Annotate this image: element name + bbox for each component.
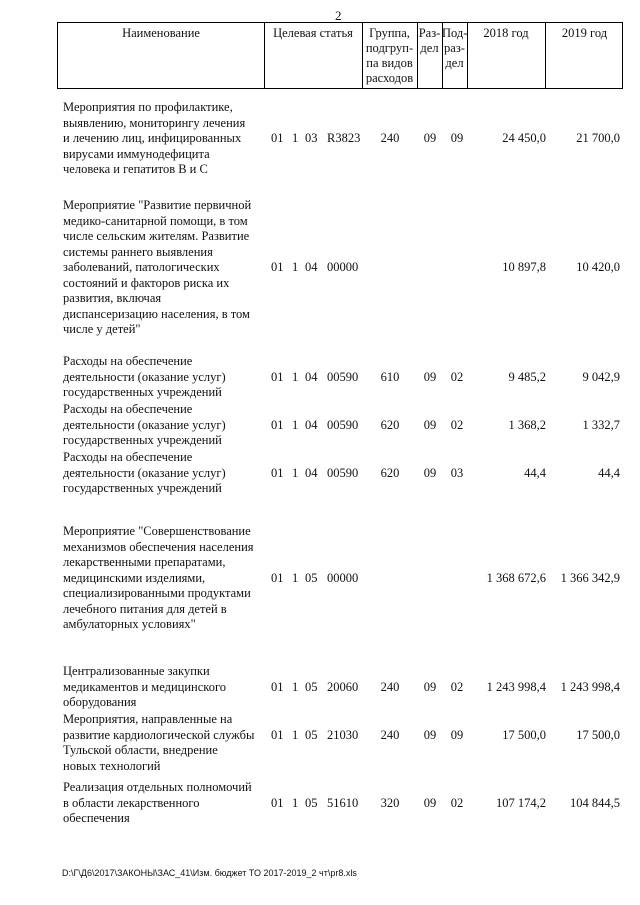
cell-y2019: 1 332,7 (582, 417, 620, 432)
cell-t3: 05 (305, 570, 318, 585)
cell-section: 09 (423, 795, 437, 810)
cell-t2: 1 (292, 260, 299, 274)
cell-group: 320 (380, 795, 400, 810)
header-section: Раз- дел (418, 26, 441, 55)
cell-group: 620 (380, 465, 400, 480)
row-name: Реализация отдельных полномочий в области лекарственного обеспечения (63, 780, 252, 825)
cell-t4: 20060 (327, 679, 359, 694)
page-number: 2 (335, 8, 342, 23)
cell-y2018: 1 368 672,6 (486, 570, 546, 585)
cell-y2018: 10 897,8 (502, 260, 546, 274)
cell-t4: 00000 (327, 260, 359, 274)
cell-t2: 1 (292, 131, 299, 145)
cell-group: 240 (380, 727, 400, 742)
cell-t4: 00590 (327, 465, 359, 480)
cell-group: 610 (380, 369, 400, 384)
cell-subsection: 02 (450, 679, 464, 694)
row-name: Мероприятия, направленные на развитие кардиологической службы Тульской области, внедрение новых технологий (63, 712, 255, 773)
cell-t2: 1 (292, 795, 299, 810)
header-group: Группа, подгруп- па видов расходов (365, 26, 414, 85)
cell-y2019: 21 700,0 (576, 131, 620, 145)
cell-t3: 05 (305, 679, 318, 694)
header-2019: 2019 год (561, 26, 608, 40)
header-name: Наименование (122, 26, 200, 40)
cell-t2: 1 (292, 679, 299, 694)
cell-t4: 00590 (327, 369, 359, 384)
cell-y2019: 104 844,5 (570, 795, 620, 810)
cell-y2019: 17 500,0 (576, 727, 620, 742)
cell-t4: 00590 (327, 417, 359, 432)
cell-subsection: 02 (450, 417, 464, 432)
cell-t2: 1 (292, 369, 299, 384)
table-header (57, 22, 623, 89)
cell-t3: 04 (305, 465, 318, 480)
cell-subsection: 02 (450, 369, 464, 384)
cell-y2019: 10 420,0 (576, 260, 620, 274)
cell-t1: 01 (271, 465, 284, 480)
cell-t3: 04 (305, 417, 318, 432)
cell-t4: 21030 (327, 727, 359, 742)
footer-path: D:\Г\Д6\2017\ЗАКОНЫ\ЗАС_41\Изм. бюджет ТО 2017-2019_2 чт\pr8.xls (62, 868, 357, 878)
cell-y2018: 17 500,0 (502, 727, 546, 742)
cell-t1: 01 (271, 131, 284, 145)
cell-section: 09 (423, 369, 437, 384)
cell-t3: 03 (305, 131, 318, 145)
cell-y2018: 1 368,2 (508, 417, 546, 432)
row-name: Мероприятие "Совершенствование механизмов обеспечения населения лекарственными препаратами, медицинскими изделиями, специализированными продуктами лечебного питания для детей в амбулаторных условиях" (63, 524, 254, 631)
cell-t1: 01 (271, 417, 284, 432)
cell-t3: 04 (305, 260, 318, 274)
cell-t3: 05 (305, 795, 318, 810)
cell-section: 09 (423, 417, 437, 432)
row-name: Расходы на обеспечение деятельности (оказание услуг) государственных учреждений (63, 402, 226, 447)
row-name: Мероприятие "Развитие первичной медико-санитарной помощи, в том числе сельским жителям. Развитие системы раннего выявления заболеваний, патологических состояний и факторов риска их развития, включая диспансеризацию населения, в том числе у детей" (63, 198, 252, 336)
cell-y2018: 107 174,2 (496, 795, 546, 810)
cell-y2019: 1 366 342,9 (560, 570, 620, 585)
cell-t1: 01 (271, 260, 284, 274)
cell-t3: 05 (305, 727, 318, 742)
row-name: Мероприятия по профилактике, выявлению, мониторингу лечения и лечению лиц, инфицированных вирусами иммунодефицита человека и гепатитов В и С (63, 100, 246, 176)
cell-t4: R3823 (327, 131, 361, 145)
cell-group: 240 (380, 131, 400, 145)
cell-y2019: 44,4 (598, 465, 620, 480)
cell-t2: 1 (292, 417, 299, 432)
cell-section: 09 (423, 465, 437, 480)
cell-subsection: 09 (450, 727, 464, 742)
cell-group: 620 (380, 417, 400, 432)
cell-section: 09 (423, 131, 437, 145)
row-name: Централизованные закупки медикаментов и медицинского оборудования (63, 664, 227, 709)
cell-y2018: 24 450,0 (502, 131, 546, 145)
cell-y2018: 1 243 998,4 (486, 679, 546, 694)
cell-t1: 01 (271, 369, 284, 384)
row-name: Расходы на обеспечение деятельности (оказание услуг) государственных учреждений (63, 354, 226, 399)
header-target: Целевая статья (273, 26, 353, 40)
cell-t2: 1 (292, 570, 299, 585)
cell-y2019: 1 243 998,4 (560, 679, 620, 694)
header-2018: 2018 год (483, 26, 529, 40)
cell-y2018: 9 485,2 (508, 369, 546, 384)
cell-subsection: 03 (450, 465, 464, 480)
cell-t1: 01 (271, 679, 284, 694)
cell-group: 240 (380, 679, 400, 694)
cell-t4: 51610 (327, 795, 359, 810)
cell-y2019: 9 042,9 (582, 369, 620, 384)
header-subsection: Под- раз- дел (442, 26, 468, 70)
cell-y2018: 44,4 (524, 465, 546, 480)
cell-t1: 01 (271, 795, 284, 810)
cell-t3: 04 (305, 369, 318, 384)
cell-t1: 01 (271, 727, 284, 742)
cell-t2: 1 (292, 465, 299, 480)
row-name: Расходы на обеспечение деятельности (оказание услуг) государственных учреждений (63, 450, 226, 495)
cell-section: 09 (423, 727, 437, 742)
cell-subsection: 02 (450, 795, 464, 810)
cell-section: 09 (423, 679, 437, 694)
cell-t4: 00000 (327, 570, 359, 585)
cell-t2: 1 (292, 727, 299, 742)
cell-t1: 01 (271, 570, 284, 585)
cell-subsection: 09 (450, 131, 464, 145)
